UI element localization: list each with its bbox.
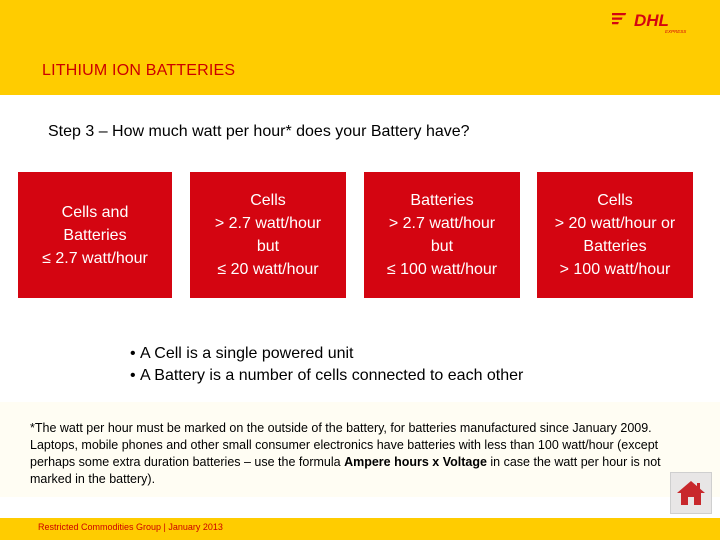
logo-text: DHL	[634, 11, 669, 30]
home-button[interactable]	[670, 472, 712, 514]
category-label-4: Cells > 20 watt/hour or Batteries > 100 watt/hour	[554, 192, 676, 278]
footnote-text-2: in case the watt per hour is not marked in the battery).	[30, 455, 661, 486]
definition-item: • A Battery is a number of cells connected to each other	[130, 365, 523, 387]
logo-subtext: EXPRESS	[665, 29, 687, 34]
page-title: LITHIUM ION BATTERIES	[42, 62, 236, 79]
footnote	[30, 420, 702, 488]
category-label-2: Cells > 2.7 watt/hour but ≤ 20 watt/hour	[214, 192, 322, 278]
footnote-formula: Ampere hours x Voltage	[344, 455, 487, 469]
home-icon	[671, 473, 711, 513]
footer-text: Restricted Commodities Group | January 2013	[38, 522, 223, 532]
step-heading: Step 3 – How much watt per hour* does your Battery have?	[48, 123, 470, 140]
category-box-3	[364, 172, 520, 298]
category-label-3: Batteries > 2.7 watt/hour but ≤ 100 watt/hour	[386, 192, 498, 278]
footnote-text-1: *The watt per hour must be marked on the outside of the battery, for batteries manufactured since January 2009. Laptops, mobile phones and other small consumer electronics have batteries with less than 100 watt/hour (except perhaps some extra duration batteries – use the formula	[30, 421, 659, 469]
header-band	[0, 0, 720, 95]
category-label-1: Cells and Batteries ≤ 2.7 watt/hour	[42, 203, 148, 267]
category-box-2	[190, 172, 346, 298]
category-box-4	[537, 172, 693, 298]
category-box-1	[18, 172, 172, 298]
dhl-logo-icon	[612, 8, 698, 34]
definition-list	[130, 343, 523, 387]
definition-item: • A Cell is a single powered unit	[130, 343, 523, 365]
